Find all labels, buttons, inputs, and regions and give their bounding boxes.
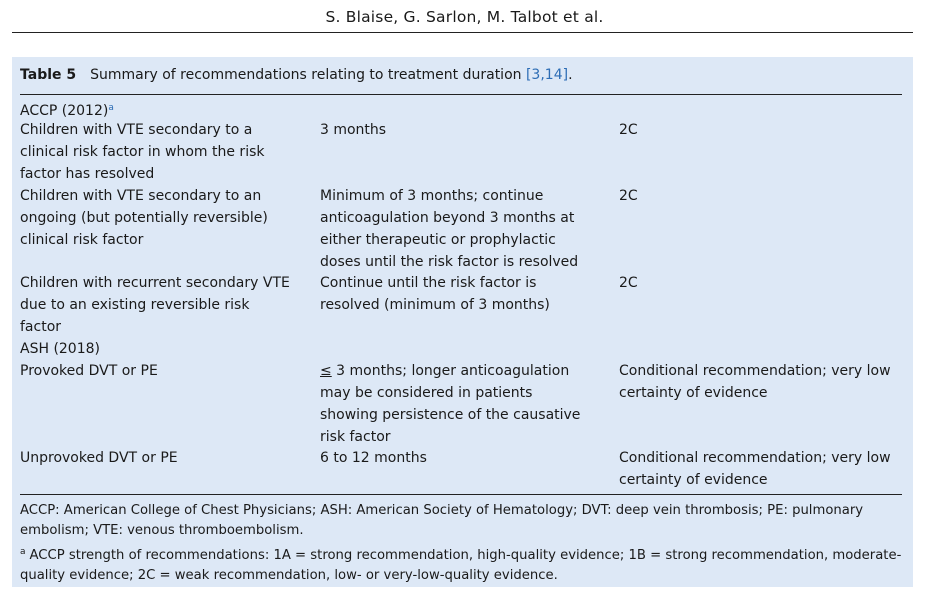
table-footnote-abbreviations: ACCP: American College of Chest Physicians; ASH: American Society of Hematology; DVT: deep vein thrombosis; PE: pulmonary embolism; VTE: venous thromboembolism. (20, 503, 864, 538)
caption-text: Summary of recommendations relating to treatment duration (90, 67, 522, 83)
table-top-rule (20, 94, 902, 95)
table-cell-grade: 2C (619, 188, 638, 204)
table-footnote-a (20, 542, 905, 586)
footnote-text: ACCP strength of recommendations: 1A = strong recommendation, high-quality evidence; 1B = strong recommendation, moderate-quality evidence; 2C = weak recommendation, low- or very-low-quality evidence. (20, 548, 902, 583)
footnote-marker: a (20, 547, 26, 557)
table-cell-duration: 6 to 12 months (320, 450, 427, 466)
table-cell-duration: Continue until the risk factor is resolved (minimum of 3 months) (320, 275, 550, 313)
table-cell-duration: Minimum of 3 months; continue anticoagulation beyond 3 months at either therapeutic or prophylactic doses until the risk factor is resolved (320, 188, 579, 270)
running-header: S. Blaise, G. Sarlon, M. Talbot et al. (325, 8, 604, 26)
header-rule (12, 32, 913, 33)
table-5 (12, 57, 913, 587)
table-cell-duration: 3 months (320, 122, 387, 138)
table-cell-duration (320, 360, 592, 448)
table-cell-condition: Children with recurrent secondary VTE due to an existing reversible risk factor (20, 275, 290, 335)
table-cell-condition: Children with VTE secondary to an ongoing (but potentially reversible) clinical risk factor (20, 188, 268, 248)
table-label: Table 5 (20, 67, 77, 83)
table-cell-condition: Unprovoked DVT or PE (20, 450, 178, 466)
duration-text: 3 months; longer anticoagulation may be considered in patients showing persistence of the causative risk factor (320, 363, 581, 445)
leq-symbol: ≤ (320, 363, 332, 379)
citation-link[interactable]: [3,14] (525, 67, 569, 83)
group-title-text: ACCP (2012) (20, 103, 109, 119)
table-cell-grade: Conditional recommendation; very low certainty of evidence (619, 450, 891, 488)
table-cell-grade: Conditional recommendation; very low certainty of evidence (619, 363, 891, 401)
table-bottom-rule (20, 494, 902, 495)
table-cell-grade: 2C (619, 275, 638, 291)
group-title-ash: ASH (2018) (20, 341, 100, 357)
table-cell-grade: 2C (619, 122, 638, 138)
table-caption (20, 67, 573, 83)
table-cell-condition: Children with VTE secondary to a clinical risk factor in whom the risk factor has resolved (20, 122, 265, 182)
caption-end: . (568, 67, 573, 83)
footnote-ref-a[interactable]: a (108, 103, 114, 113)
table-cell-condition: Provoked DVT or PE (20, 363, 158, 379)
